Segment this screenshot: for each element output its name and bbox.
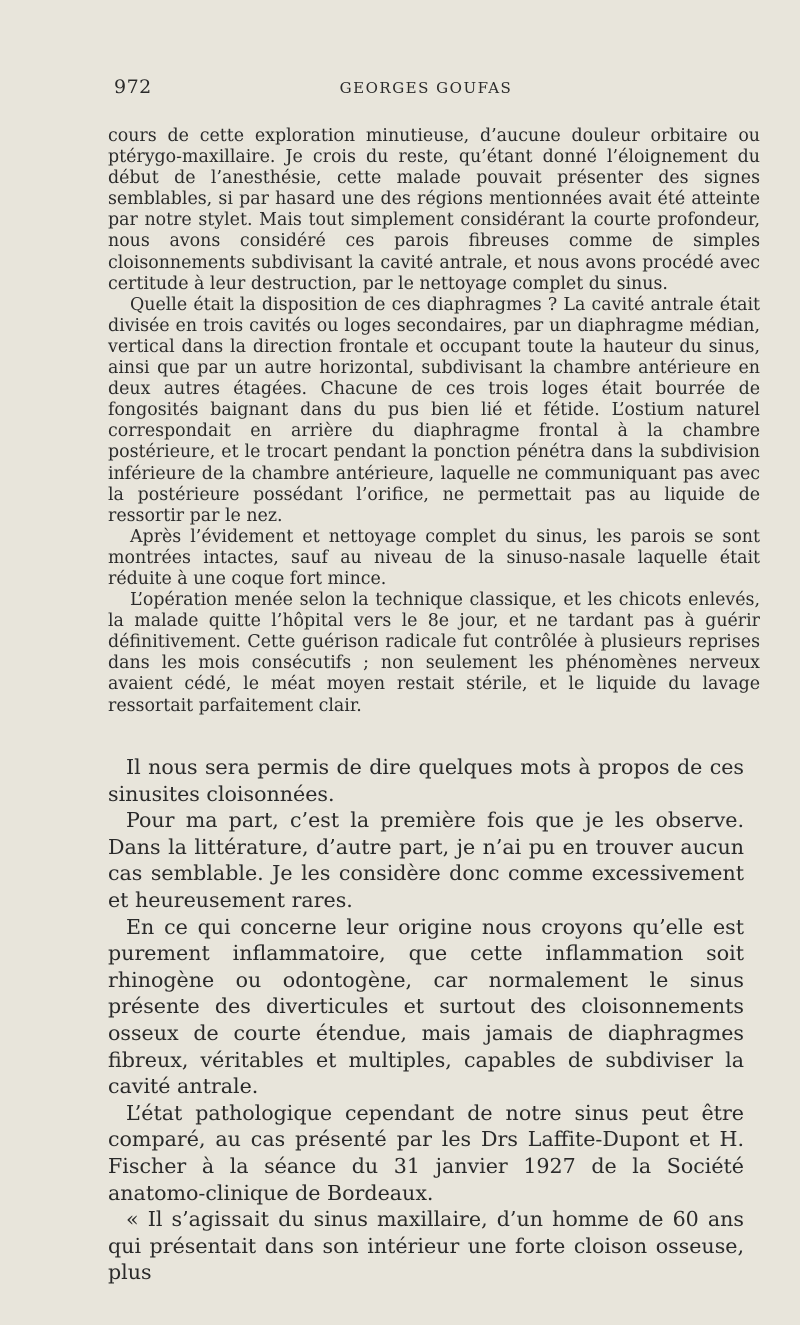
- paragraph: Il nous sera permis de dire quelques mots à propos de ces sinusites cloisonnées.: [108, 755, 744, 806]
- paragraph: « Il s’agissait du sinus maxillaire, d’un homme de 60 ans qui présentait dans son intérieur une forte cloison osseuse, plus: [108, 1207, 744, 1285]
- paragraph: En ce qui concerne leur origine nous croyons qu’elle est purement inflammatoire, que cette inflammation soit rhinogène ou odontogène, car normalement le sinus présente des diverticules et surtout des cloisonnements osseux de courte étendue, mais jamais de diaphragmes fibreux, véritables et multiples, capables de subdiviser la cavité antrale.: [108, 914, 744, 1099]
- page-header: [114, 76, 738, 104]
- running-head: GEORGES GOUFAS: [339, 79, 513, 97]
- paragraph: Pour ma part, c’est la première fois que je les observe. Dans la littérature, d’autre part, je n’ai pu en trouver aucun cas semblable. Je les considère donc comme excessivement et heureusement rares.: [108, 808, 744, 912]
- paragraph: L’état pathologique cependant de notre sinus peut être comparé, au cas présenté par les Drs Laffite-Dupont et H. Fischer à la séance du 31 janvier 1927 de la Société anatomo-clinique de Bordeaux.: [108, 1100, 744, 1205]
- paragraph: Quelle était la disposition de ces diaphragmes ? La cavité antrale était divisée en trois cavités ou loges secondaires, par un diaphragme médian, vertical dans la direction frontale et occupant toute la hauteur du sinus, ainsi que par un autre horizontal, subdivisant la chambre antérieure en deux autres étagées. Chacune de ces trois loges était bourrée de fongosités baignant dans du pus bien lié et fétide. L’ostium naturel correspondait en arrière du diaphragme frontal à la chambre postérieure, et le trocart pendant la ponction pénétra dans la subdivision inférieure de la chambre antérieure, laquelle ne communiquant pas avec la postérieure possédant l’orifice, ne permettait pas au liquide de ressortir par le nez.: [108, 294, 760, 526]
- page-number: 972: [114, 76, 152, 98]
- paragraph: cours de cette exploration minutieuse, d’aucune douleur orbitaire ou ptérygo-maxillaire. Je crois du reste, qu’étant donné l’éloignement du début de l’anesthésie, cette malade pouvait présenter des signes semblables, si par hasard une des régions mentionnées avait été atteinte par notre stylet. Mais tout simplement considérant la courte profondeur, nous avons considéré ces parois fibreuses comme de simples cloisonnements subdivisant la cavité antrale, et nous avons procédé avec certitude à leur destruction, par le nettoyage complet du sinus.: [108, 126, 760, 294]
- discussion-text: [108, 754, 744, 1286]
- paragraph: L’opération menée selon la technique classique, et les chicots enlevés, la malade quitte l’hôpital vers le 8e jour, et ne tardant pas à guérir définitivement. Cette guérison radicale fut contrôlée à plusieurs reprises dans les mois consécutifs ; non seulement les phénomènes nerveux avaient cédé, le méat moyen restait stérile, et le liquide du lavage ressortait parfaitement clair.: [108, 590, 760, 716]
- observation-text: [108, 126, 760, 717]
- paragraph: Après l’évidement et nettoyage complet du sinus, les parois se sont montrées intactes, sauf au niveau de la sinuso-nasale laquelle était réduite à une coque fort mince.: [108, 526, 760, 589]
